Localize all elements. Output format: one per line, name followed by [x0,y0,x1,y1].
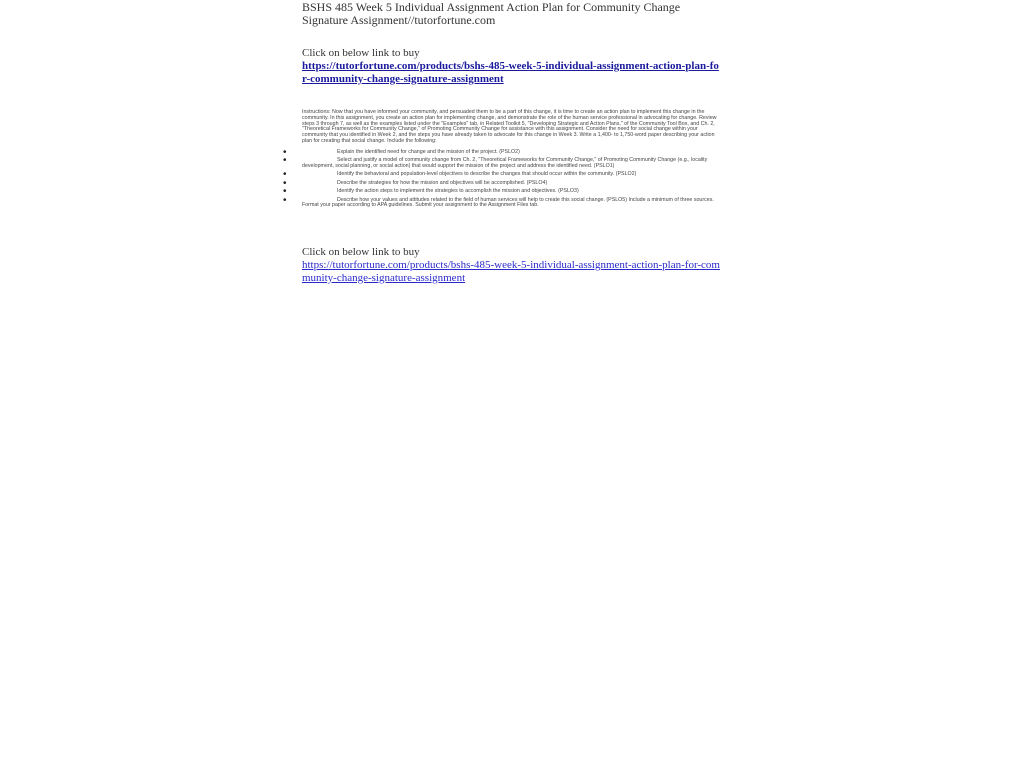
list-item [283,177,722,189]
bullet-icon: • [283,177,287,189]
list-item-text: Identify the behavioral and population-level objectives to describe the changes that should occur within the community. (PSLO2) [337,171,637,178]
buy-link-section-bottom [302,246,722,284]
buy-link-section-top [302,47,722,85]
buy-link-top[interactable]: https://tutorfortune.com/products/bshs-485-week-5-individual-assignment-action-plan-for-community-change-signature-assignment [302,60,719,85]
bullet-icon: • [283,155,287,167]
buy-link-bottom[interactable]: https://tutorfortune.com/products/bshs-485-week-5-individual-assignment-action-plan-for-community-change-signature-assignment [302,259,720,284]
document-title: BSHS 485 Week 5 Individual Assignment Action Plan for Community Change Signature Assignment//tutorfortune.com [302,0,681,27]
list-item [283,146,722,158]
list-item-text: Identify the action steps to implement the strategies to accomplish the mission and objectives. (PSLO3) [337,188,579,195]
list-item [283,194,722,210]
list-item-text: Describe the strategies for how the mission and objectives will be accomplished. (PSLO4) [337,179,548,186]
list-item [283,169,722,181]
list-item-text: Describe how your values and attitudes related to the field of human services will help to create this social change. (PSLO5) Include a minimum of three sources. Format your paper according to APA guidelines. Submit your assignment to the Assignment Files tab. [302,196,714,209]
buy-link-label: Click on below link to buy [302,47,420,59]
bullet-icon: • [283,194,287,206]
document-body [283,0,722,284]
buy-link-label: Click on below link to buy [302,246,420,259]
bullet-icon: • [283,169,287,181]
list-item [283,186,722,198]
list-item [283,155,722,170]
bullet-icon: • [283,186,287,198]
objectives-list [283,146,722,209]
bullet-icon: • [283,146,287,158]
list-item-text: Select and justify a model of community change from Ch. 2, "Theoretical Frameworks for Community Change," of Promoting Community Change (e.g., locality development, social planning, or social action) that would support the mission of the project and address the identified need. (PSLO1) [302,157,708,169]
list-item-text: Explain the identified need for change and the mission of the project. (PSLO2) [337,148,520,155]
instructions-paragraph: Instructions: Now that you have informed your community, and persuaded them to be a part of this change, it is time to create an action plan to implement this change in the community. In this assignment, you create an action plan for implementing change, and demonstrate the role of the human service professional in advocating for change. Review steps 3 through 7, as well as the examples listed under the "Examples" tab, in Related Toolkit 5, "Developing Strategic and Action Plans," of the Community Tool Box, and Ch. 2, "Theoretical Frameworks for Community Change," of Promoting Community Change for assistance with this assignment. Consider the need for social change within your community that you identified in Week 2, and the steps you have already taken to advocate for this change in Week 3. Write a 1,400- to 1,750-word paper describing your action plan for creating that social change. Include the following: [302,109,717,144]
